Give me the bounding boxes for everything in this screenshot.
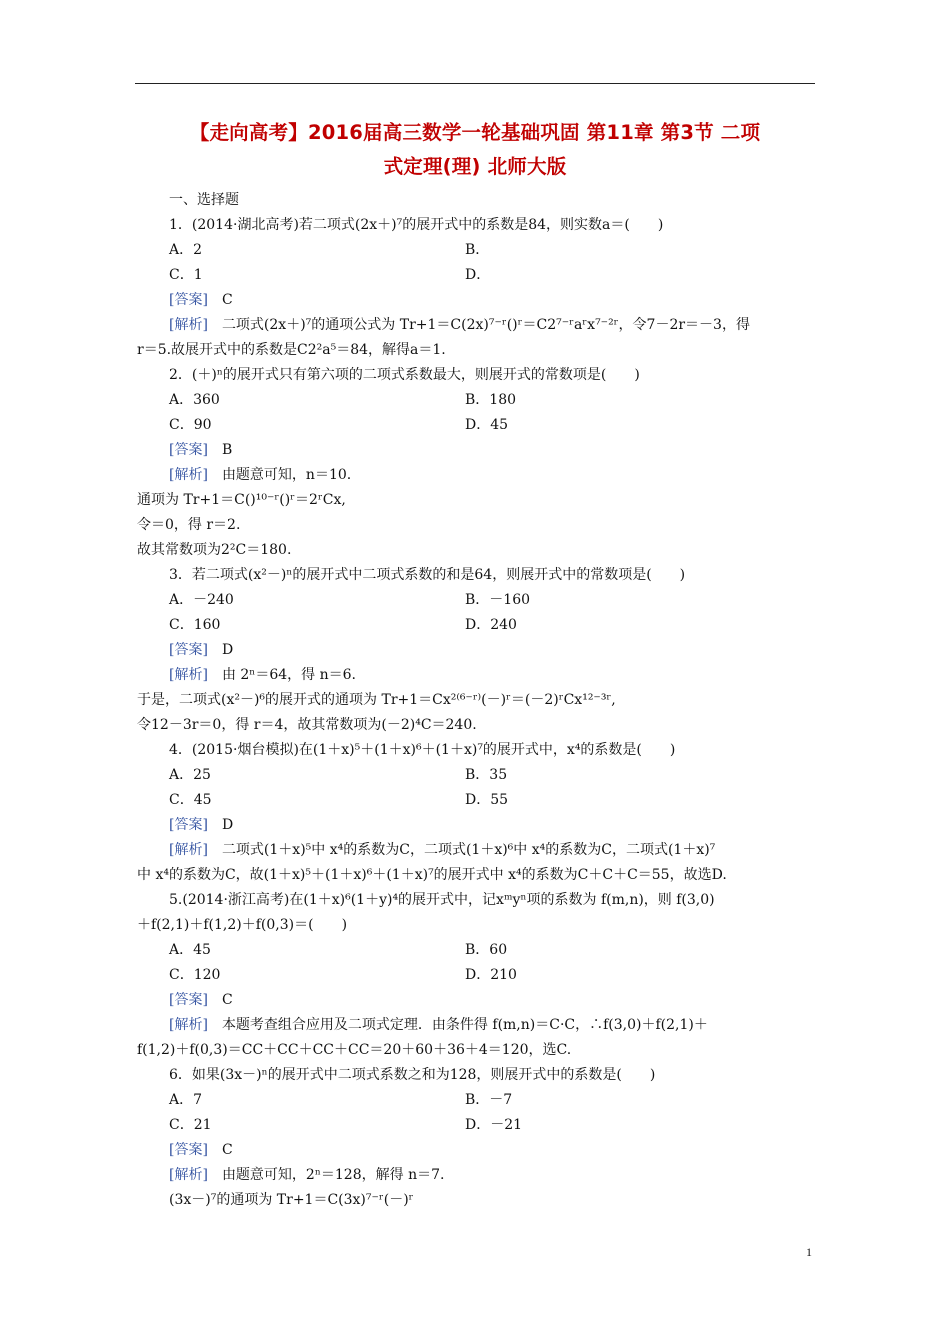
question-5-stem-1: 5.(2014·浙江高考)在(1＋x)⁶(1＋y)⁴的展开式中，记xᵐyⁿ项的系数为 f(m,n)，则 f(3,0): [169, 892, 715, 908]
explanation-text: 由题意可知，2ⁿ＝128，解得 n＝7.: [221, 1167, 445, 1183]
header-rule: [135, 83, 815, 84]
question-2-explanation-2: 通项为 Tr+1＝C()¹⁰⁻ʳ()ʳ＝2ʳCx,: [137, 492, 346, 508]
question-2-options-row-1: [137, 388, 817, 413]
explanation-text: 由 2ⁿ＝64，得 n＝6.: [221, 667, 356, 683]
question-1-stem: 1．(2014·湖北高考)若二项式(2x＋)⁷的展开式中的系数是84，则实数a＝( ): [169, 217, 664, 233]
question-1-explanation-2: r＝5.故展开式中的系数是C2²a⁵＝84，解得a＝1.: [137, 342, 446, 358]
option-b: B．－160: [465, 592, 531, 608]
answer-tag: [答案]: [169, 1142, 208, 1158]
explanation-tag: [解析]: [169, 842, 208, 858]
option-a: A．45: [169, 942, 211, 958]
option-b: B．－7: [465, 1092, 513, 1108]
option-b: B．60: [465, 942, 508, 958]
explanation-text: 由题意可知，n＝10.: [221, 467, 352, 483]
question-4-stem: 4．(2015·烟台模拟)在(1＋x)⁵＋(1＋x)⁶＋(1＋x)⁷的展开式中，x⁴的系数是( ): [169, 742, 676, 758]
option-b: B．35: [465, 767, 508, 783]
question-6-stem: 6．如果(3x－)ⁿ的展开式中二项式系数之和为128，则展开式中的系数是( ): [169, 1067, 656, 1083]
section-heading: 一、选择题: [169, 192, 239, 208]
title-line-2: 式定理(理) 北师大版: [383, 155, 567, 178]
question-5-explanation-1: [137, 1013, 817, 1038]
question-3-explanation-2: 于是，二项式(x²－)⁶的展开式的通项为 Tr+1＝Cx²⁽⁶⁻ʳ⁾(－)ʳ＝(－2)ʳCx¹²⁻³ʳ,: [137, 692, 616, 708]
title-line-1: 【走向高考】2016届高三数学一轮基础巩固 第11章 第3节 二项: [189, 121, 761, 144]
answer-value: B: [221, 442, 233, 458]
answer-tag: [答案]: [169, 817, 208, 833]
option-b: B．: [465, 242, 490, 258]
answer-value: D: [221, 817, 234, 833]
answer-value: C: [221, 992, 233, 1008]
option-d: D．240: [465, 617, 517, 633]
option-a: A．2: [169, 242, 203, 258]
answer-tag: [答案]: [169, 442, 208, 458]
option-d: D．55: [465, 792, 509, 808]
option-a: A．360: [169, 392, 220, 408]
answer-tag: [答案]: [169, 642, 208, 658]
question-5-answer: [137, 988, 817, 1013]
question-1-options-row-2: [137, 263, 817, 288]
option-d: D．: [465, 267, 491, 283]
option-c: C．120: [169, 967, 221, 983]
option-c: C．90: [169, 417, 212, 433]
option-c: C．1: [169, 267, 203, 283]
question-3-explanation-3: 令12－3r＝0，得 r＝4，故其常数项为(－2)⁴C＝240.: [137, 717, 477, 733]
answer-value: C: [221, 1142, 233, 1158]
question-1-options-row-1: [137, 238, 817, 263]
question-4-options-row-1: [137, 763, 817, 788]
question-3-options-row-1: [137, 588, 817, 613]
question-5-explanation-2: f(1,2)＋f(0,3)＝CC＋CC＋CC＋CC＝20＋60＋36＋4＝120，选C.: [137, 1042, 572, 1058]
document-body: [137, 188, 817, 1213]
question-3-explanation-1: [137, 663, 817, 688]
option-a: A．25: [169, 767, 211, 783]
question-5-options-row-2: [137, 963, 817, 988]
explanation-tag: [解析]: [169, 667, 208, 683]
option-a: A．－240: [169, 592, 234, 608]
question-2-explanation-1: [137, 463, 817, 488]
option-d: D．45: [465, 417, 509, 433]
option-d: D．－21: [465, 1117, 523, 1133]
question-6-options-row-2: [137, 1113, 817, 1138]
question-3-options-row-2: [137, 613, 817, 638]
question-1-answer: [137, 288, 817, 313]
question-2-options-row-2: [137, 413, 817, 438]
question-6-explanation-1: [137, 1163, 817, 1188]
explanation-text: 二项式(2x＋)⁷的通项公式为 Tr+1＝C(2x)⁷⁻ʳ()ʳ＝C2⁷⁻ʳaʳx⁷⁻²ʳ，令7－2r＝－3，得: [221, 317, 750, 333]
option-a: A．7: [169, 1092, 203, 1108]
page-number: 1: [806, 1245, 812, 1259]
question-5-stem-2: ＋f(2,1)＋f(1,2)＋f(0,3)＝( ): [137, 917, 348, 933]
question-4-explanation-2: 中 x⁴的系数为C，故(1＋x)⁵＋(1＋x)⁶＋(1＋x)⁷的展开式中 x⁴的系数为C＋C＋C＝55，故选D.: [137, 867, 727, 883]
question-3-answer: [137, 638, 817, 663]
question-1-explanation-1: [137, 313, 817, 338]
explanation-tag: [解析]: [169, 317, 208, 333]
explanation-text: 二项式(1＋x)⁵中 x⁴的系数为C，二项式(1＋x)⁶中 x⁴的系数为C，二项式(1＋x)⁷: [221, 842, 716, 858]
option-c: C．21: [169, 1117, 212, 1133]
question-6-options-row-1: [137, 1088, 817, 1113]
explanation-tag: [解析]: [169, 1017, 208, 1033]
question-3-stem: 3．若二项式(x²－)ⁿ的展开式中二项式系数的和是64，则展开式中的常数项是( ): [169, 567, 686, 583]
question-4-explanation-1: [137, 838, 817, 863]
question-6-explanation-2: (3x－)⁷的通项为 Tr+1＝C(3x)⁷⁻ʳ(－)ʳ: [169, 1192, 414, 1208]
answer-value: C: [221, 292, 233, 308]
answer-tag: [答案]: [169, 292, 208, 308]
question-2-explanation-3: 令＝0，得 r＝2.: [137, 517, 241, 533]
explanation-text: 本题考查组合应用及二项式定理．由条件得 f(m,n)＝C·C，∴f(3,0)＋f(2,1)＋: [221, 1017, 708, 1033]
explanation-tag: [解析]: [169, 467, 208, 483]
option-d: D．210: [465, 967, 517, 983]
explanation-tag: [解析]: [169, 1167, 208, 1183]
answer-value: D: [221, 642, 234, 658]
option-b: B．180: [465, 392, 517, 408]
question-2-stem: 2．(＋)ⁿ的展开式只有第六项的二项式系数最大，则展开式的常数项是( ): [169, 367, 640, 383]
option-c: C．45: [169, 792, 212, 808]
question-4-options-row-2: [137, 788, 817, 813]
question-6-answer: [137, 1138, 817, 1163]
question-4-answer: [137, 813, 817, 838]
answer-tag: [答案]: [169, 992, 208, 1008]
question-2-answer: [137, 438, 817, 463]
document-title: [135, 116, 815, 184]
question-5-options-row-1: [137, 938, 817, 963]
question-2-explanation-4: 故其常数项为2²C＝180.: [137, 542, 292, 558]
option-c: C．160: [169, 617, 221, 633]
